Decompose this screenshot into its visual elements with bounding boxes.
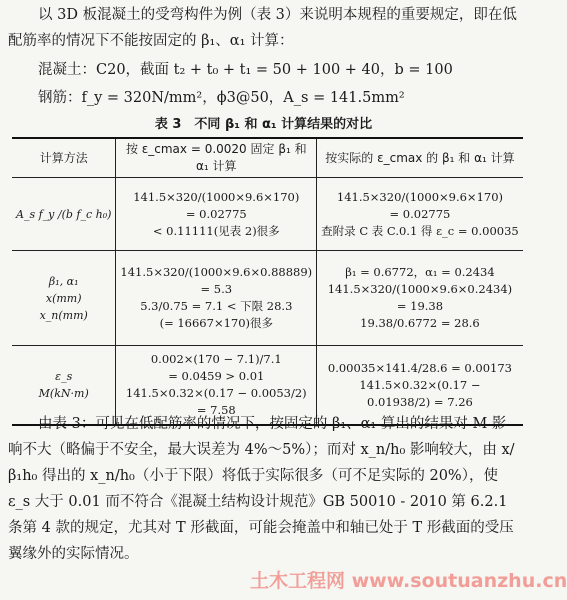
- actual-calc-cell: [317, 178, 523, 251]
- calc-line: 141.5×320/(1000×9.6×170): [336, 189, 504, 204]
- calc-line: 141.5×320/(1000×9.6×170): [133, 189, 300, 204]
- calc-line: 141.5×320/(1000×9.6×0.2434): [327, 282, 513, 296]
- calc-line: = 0.0459 > 0.01: [168, 369, 265, 383]
- fixed-calc-cell: [116, 251, 317, 346]
- calc-line: 141.5×0.32×(0.17 −: [359, 377, 481, 392]
- table-row: [12, 178, 523, 251]
- column-header-actual: 按实际的 ε_cmax 的 β₁ 和 α₁ 计算: [317, 138, 523, 178]
- table-caption: 表 3 不同 β₁ 和 α₁ 计算结果的对比: [154, 117, 373, 132]
- row-label: [12, 251, 116, 346]
- calc-line: = 0.02775: [185, 206, 247, 221]
- calc-line: 19.38/0.6772 = 28.6: [360, 316, 480, 330]
- calc-line: β₁ = 0.6772，α₁ = 0.2434: [345, 265, 495, 279]
- calc-line: 0.01938/2) = 7.26: [367, 394, 473, 409]
- calc-line: 0.002×(170 − 7.1)/7.1: [150, 352, 282, 366]
- calc-line: < 0.11111(见表 2)很多: [152, 223, 280, 238]
- row-label-line: M(kN·m): [38, 387, 89, 400]
- calc-line: 5.3/0.75 = 7.1 < 下限 28.3: [140, 299, 293, 313]
- column-header-method: 计算方法: [12, 138, 116, 178]
- actual-calc-cell: [317, 251, 523, 346]
- table-header-row: [12, 138, 523, 178]
- calc-line: (= 16667×170)很多: [159, 316, 274, 330]
- row-label: [12, 178, 116, 251]
- calc-line: = 7.58: [196, 403, 236, 417]
- comparison-table: [12, 137, 523, 426]
- calc-line: 查附录 C 表 C.0.1 得 ε_c = 0.00035: [321, 223, 519, 238]
- steel-spec: 钢筋：f_y = 320N/mm²，ϕ3@50，A_s = 141.5mm²: [38, 90, 405, 106]
- row-label-line: x(mm): [45, 291, 82, 305]
- calc-line: = 5.3: [200, 282, 233, 296]
- calc-line: 141.5×0.32×(0.17 − 0.0053/2): [125, 386, 307, 400]
- row-label-line: β₁, α₁: [48, 274, 79, 288]
- column-header-fixed: 按 ε_cmax = 0.0020 固定 β₁ 和 α₁ 计算: [116, 138, 317, 178]
- table-row: [12, 251, 523, 346]
- site-watermark: 土木工程网 www.soutuanzhu.cn: [250, 570, 567, 592]
- intro-paragraph: 以 3D 板混凝土的受弯构件为例（表 3）来说明本规程的重要规定，即在低配筋率的情况下不能按固定的 β₁、α₁ 计算：: [8, 7, 517, 49]
- calc-line: = 0.02775: [389, 206, 451, 221]
- calc-line: = 19.38: [396, 299, 444, 313]
- row-label-line: x_n(mm): [39, 308, 88, 322]
- row-label-line: ε_s: [55, 370, 73, 383]
- conclusion-paragraph: 由表 3：可见在低配筋率的情况下，按固定的 β₁、α₁ 算出的结果对 M 影响不大（略偏于不安全，最大误差为 4%～5%）；而对 x_n/h₀ 影响较大，由 x/β₁h₀ 得出的 x_n/h₀（小于下限）将低于实际很多（可不足实际的 20%），使 ε_s 大于 0.01 而不符合《混凝土结构设计规范》GB 50010 - 2010 第 6.2.1 条第 4 款的规定，尤其对 T 形截面，可能会掩盖中和轴已处于 T 形截面的受压翼缘外的实际情况。: [8, 416, 515, 562]
- concrete-spec: 混凝土：C20，截面 t₂ + t₀ + t₁ = 50 + 100 + 40，b = 100: [38, 62, 453, 78]
- calc-line: 0.00035×141.4/28.6 = 0.00173: [327, 360, 512, 375]
- calc-line: 141.5×320/(1000×9.6×0.88889): [120, 265, 313, 279]
- row-label-line: A_s f_y /(b f_c h₀): [16, 207, 112, 221]
- fixed-calc-cell: [116, 178, 317, 251]
